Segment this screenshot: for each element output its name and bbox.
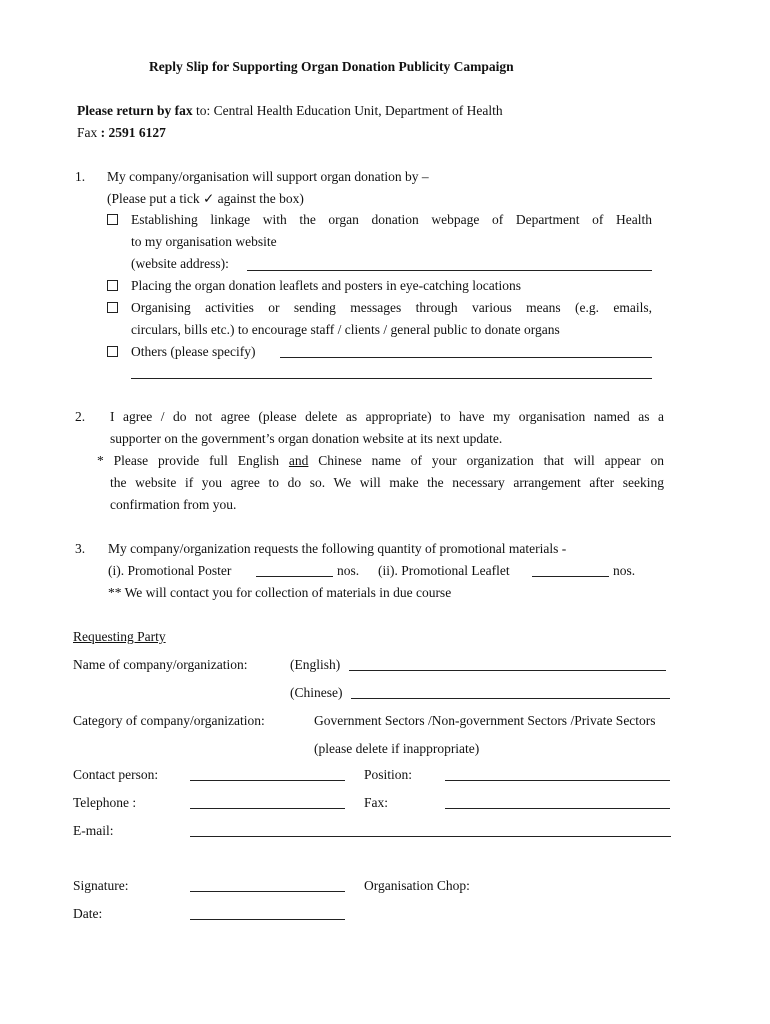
category-options[interactable]: Government Sectors /Non-government Sectors /Private Sectors [314,713,656,728]
position-field[interactable] [445,780,670,781]
option-others: Others (please specify) [131,344,256,359]
option-website-line1: Establishing linkage with the organ donation webpage of Department of Health [131,212,652,227]
fax-field[interactable] [445,808,670,809]
name-note-line2: the website if you agree to do so. We will make the necessary arrangement after seeking [110,475,664,490]
telephone-label: Telephone : [73,795,137,810]
tick-instruction [107,192,304,206]
agree-statement-line1: I agree / do not agree (please delete as appropriate) to have my organisation named as a [110,409,664,424]
name-note-line [97,454,664,468]
chinese-name-field[interactable] [351,698,670,699]
section1-number: 1. [75,169,86,184]
checkmark-icon: ✓ [202,191,215,206]
english-name-label: (English) [290,657,341,672]
org-name-label: Name of company/organization: [73,657,248,672]
category-label: Category of company/organization: [73,713,265,728]
signature-field[interactable] [190,891,345,892]
poster-label: (i). Promotional Poster [108,563,232,578]
organisation-chop-label: Organisation Chop: [364,878,470,893]
telephone-field[interactable] [190,808,345,809]
position-label: Position: [364,767,413,782]
others-specify-field-2[interactable] [131,378,652,379]
section1-intro: My company/organisation will support organ donation by – [107,169,429,184]
tick-note-a: (Please put a tick [107,191,200,206]
checkbox-leaflets[interactable] [107,280,118,291]
collection-note: ** We will contact you for collection of materials in due course [108,585,452,600]
requesting-party-heading: Requesting Party [73,629,166,644]
date-label: Date: [73,906,103,921]
poster-quantity-field[interactable] [256,576,333,577]
signature-label: Signature: [73,878,129,893]
agree-statement-line2: supporter on the government’s organ donation website at its next update. [110,431,503,446]
contact-person-field[interactable] [190,780,345,781]
name-note-line3: confirmation from you. [110,497,237,512]
checkbox-activities[interactable] [107,302,118,313]
return-address: to: Central Health Education Unit, Department of Health [192,103,503,118]
tick-note-b: against the box) [217,191,304,206]
section3-number: 3. [75,541,86,556]
option-activities-line2: circulars, bills etc.) to encourage staff / clients / general public to donate organs [131,322,560,337]
english-name-field[interactable] [349,670,666,671]
fax-field-label: Fax: [364,795,389,810]
email-label: E-mail: [73,823,114,838]
chinese-name-label: (Chinese) [290,685,343,700]
others-specify-field[interactable] [280,357,652,358]
fax-label: Fax [77,125,98,140]
return-instruction [77,104,503,118]
category-note: (please delete if inappropriate) [314,741,480,756]
name-note-a: * Please provide full English [97,453,280,468]
fax-info [77,126,166,140]
option-activities-line1: Organising activities or sending messages through various means (e.g. emails, [131,300,652,315]
email-field[interactable] [190,836,671,837]
materials-request: My company/organization requests the following quantity of promotional materials - [108,541,567,556]
contact-person-label: Contact person: [73,767,159,782]
poster-nos: nos. [337,563,360,578]
website-address-label: (website address): [131,256,229,271]
name-note-b: Chinese name of your organization that will appear on [318,453,665,468]
leaflet-nos: nos. [613,563,636,578]
name-note-and: and [288,453,309,468]
return-label: Please return by fax [77,103,193,118]
section2-number: 2. [75,409,86,424]
option-website-line2: to my organisation website [131,234,277,249]
leaflet-label: (ii). Promotional Leaflet [378,563,510,578]
website-address-field[interactable] [247,270,652,271]
option-leaflets: Placing the organ donation leaflets and posters in eye-catching locations [131,278,522,293]
checkbox-others[interactable] [107,346,118,357]
fax-number: : 2591 6127 [100,125,166,140]
form-title: Reply Slip for Supporting Organ Donation Publicity Campaign [149,59,514,74]
date-field[interactable] [190,919,345,920]
checkbox-website-link[interactable] [107,214,118,225]
leaflet-quantity-field[interactable] [532,576,609,577]
